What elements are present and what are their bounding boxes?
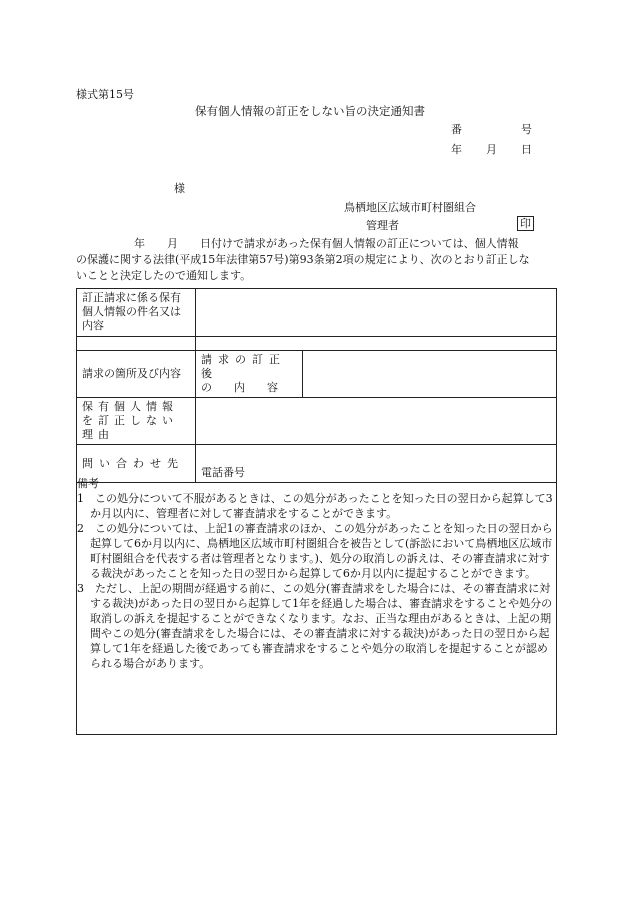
reason-value xyxy=(196,398,557,445)
request-inner-table xyxy=(196,351,556,397)
contact-label: 問い合わせ先 xyxy=(77,445,196,483)
note-item: 3 ただし、上記の期間が経過する前に、この処分(審査請求をした場合には、その審査請求に対する裁決)があった日の翌日から起算して1年を経過した場合は、審査請求をすることや処分の取消しの訴えを提起することができなくなります。なお、正当な理由があるときは、上記の期間やこの処分(審査請求をした場合には、その審査請求に対する裁決)があった日の翌日から起算して1年を経過した後であっても審査請求をすることや処分の取消しを提起することが認められる場合があります。 xyxy=(77,582,553,670)
notes-heading: 備考 xyxy=(77,477,99,490)
spacer-right xyxy=(196,337,557,351)
day-label: 日 xyxy=(521,143,532,156)
reason-label: 保有個人情報を訂正しない理由 xyxy=(77,398,196,445)
subject-value xyxy=(196,289,557,337)
year-label: 年 xyxy=(451,143,462,156)
seal-mark: 印 xyxy=(517,216,534,231)
sender-organization: 鳥栖地区広域市町村圏組合 xyxy=(344,201,476,214)
phone-label: 電話番号 xyxy=(201,466,245,479)
document-title: 保有個人情報の訂正をしない旨の決定通知書 xyxy=(195,104,425,118)
subject-label: 訂正請求に係る保有個人情報の件名又は内容 xyxy=(77,289,196,337)
body-line-3: いことと決定したので通知します。 xyxy=(76,269,252,282)
body-line-2: の保護に関する法律(平成15年法律第57号)第93条第2項の規定により、次のとおり訂正しな xyxy=(76,253,530,266)
spacer-left xyxy=(77,337,196,351)
row-request xyxy=(77,351,557,398)
request-label: 請求の箇所及び内容 xyxy=(77,351,196,398)
body-line-1: 年 月 日付けで請求があった保有個人情報の訂正については、個人情報 xyxy=(134,237,519,250)
number-label: 番 xyxy=(451,123,462,136)
notification-body xyxy=(76,236,554,284)
row-reason xyxy=(77,398,557,445)
corrected-content-label: 請求の訂正後 の 内 容 xyxy=(196,351,303,397)
request-value xyxy=(196,351,557,398)
month-label: 月 xyxy=(486,143,497,156)
row-spacer xyxy=(77,337,557,351)
row-subject xyxy=(77,289,557,337)
manager-label: 管理者 xyxy=(366,219,399,232)
note-item: 1 この処分について不服があるときは、この処分があったことを知った日の翌日から起算して3か月以内に、管理者に対して審査請求をすることができます。 xyxy=(77,492,553,520)
note-item: 2 この処分については、上記1の審査請求のほか、この処分があったことを知った日の翌日から起算して6か月以内に、鳥栖地区広域市町村圏組合を被告として(訴訟において鳥栖地区広域市町村圏組合を代表する者は管理者となります。)、処分の取消しの訴えは、その審査請求に対する裁決があったことを知った日の翌日から起算して6か月以内に提起することができます。 xyxy=(77,522,553,580)
number-suffix: 号 xyxy=(521,123,532,136)
corrected-content-value xyxy=(303,351,557,397)
notes-section xyxy=(77,476,553,671)
addressee-suffix: 様 xyxy=(174,182,185,195)
form-number: 様式第15号 xyxy=(76,88,134,101)
